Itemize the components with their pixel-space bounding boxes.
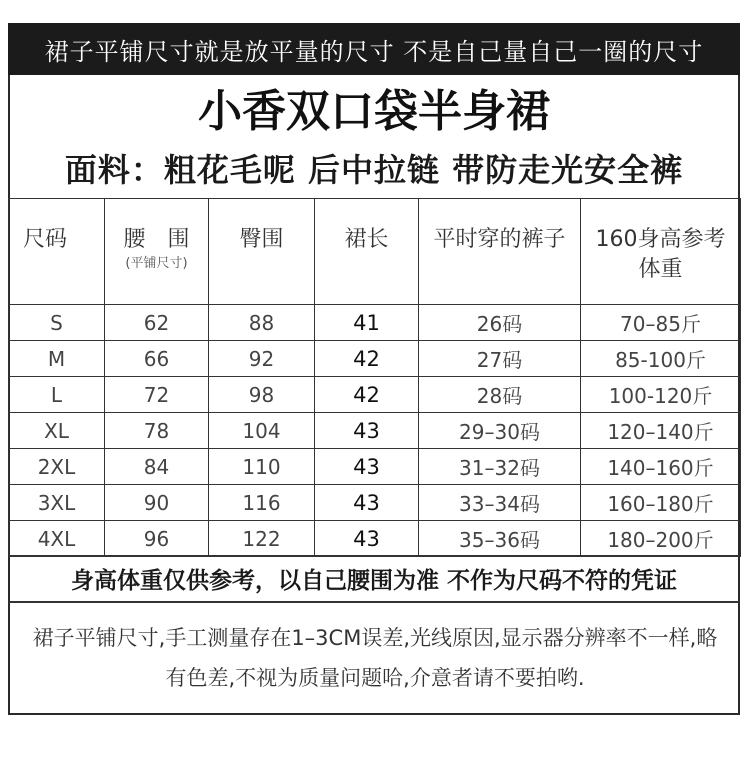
table-row: [9, 341, 741, 377]
cell-weight: 160–180斤: [581, 485, 741, 521]
cell-weight: 100-120斤: [581, 377, 741, 413]
cell-pants: 27码: [419, 341, 581, 377]
cell-weight: 70–85斤: [581, 305, 741, 341]
reference-note: 身高体重仅供参考，以自己腰围为准 不作为尺码不符的凭证: [8, 555, 740, 603]
header-pants: 平时穿的裤子: [419, 199, 581, 305]
header-waist: 腰 围 (平铺尺寸): [105, 199, 209, 305]
cell-hip: 92: [209, 341, 315, 377]
header-size: 尺码: [9, 199, 105, 305]
cell-hip: 122: [209, 521, 315, 557]
cell-size: S: [9, 305, 105, 341]
cell-waist: 78: [105, 413, 209, 449]
header-waist-note: (平铺尺寸): [125, 256, 188, 271]
cell-waist: 62: [105, 305, 209, 341]
cell-hip: 110: [209, 449, 315, 485]
cell-length: 43: [315, 485, 419, 521]
table-row: [9, 449, 741, 485]
cell-length: 43: [315, 521, 419, 557]
cell-length: 41: [315, 305, 419, 341]
measurement-disclaimer: 裙子平铺尺寸,手工测量存在1–3CM误差,光线原因,显示器分辨率不一样,略有色差,不视为质量问题哈,介意者请不要拍哟.: [32, 626, 718, 690]
table-row: [9, 305, 741, 341]
cell-size: 4XL: [9, 521, 105, 557]
header-weight: 160身高参考 体重: [581, 199, 741, 305]
cell-pants: 26码: [419, 305, 581, 341]
measurement-banner: 裙子平铺尺寸就是放平量的尺寸 不是自己量自己一圈的尺寸: [8, 23, 740, 75]
table-row: [9, 521, 741, 557]
cell-weight: 120–140斤: [581, 413, 741, 449]
cell-length: 43: [315, 449, 419, 485]
header-hip: 臀围: [209, 199, 315, 305]
cell-waist: 96: [105, 521, 209, 557]
cell-waist: 84: [105, 449, 209, 485]
cell-length: 43: [315, 413, 419, 449]
table-header-row: [9, 199, 741, 305]
cell-pants: 29–30码: [419, 413, 581, 449]
cell-weight: 180–200斤: [581, 521, 741, 557]
cell-weight: 140–160斤: [581, 449, 741, 485]
cell-size: 2XL: [9, 449, 105, 485]
cell-waist: 66: [105, 341, 209, 377]
cell-waist: 72: [105, 377, 209, 413]
cell-weight: 85-100斤: [581, 341, 741, 377]
cell-size: M: [9, 341, 105, 377]
cell-pants: 31–32码: [419, 449, 581, 485]
product-title: 小香双口袋半身裙: [198, 86, 550, 137]
cell-length: 42: [315, 341, 419, 377]
cell-hip: 98: [209, 377, 315, 413]
cell-pants: 35–36码: [419, 521, 581, 557]
cell-size: L: [9, 377, 105, 413]
cell-pants: 28码: [419, 377, 581, 413]
size-table: [8, 198, 741, 557]
cell-hip: 88: [209, 305, 315, 341]
header-length: 裙长: [315, 199, 419, 305]
cell-length: 42: [315, 377, 419, 413]
table-row: [9, 377, 741, 413]
cell-size: XL: [9, 413, 105, 449]
fabric-subtitle: 面料：粗花毛呢 后中拉链 带防走光安全裤: [64, 151, 684, 189]
cell-size: 3XL: [9, 485, 105, 521]
cell-hip: 116: [209, 485, 315, 521]
table-row: [9, 413, 741, 449]
cell-waist: 90: [105, 485, 209, 521]
table-row: [9, 485, 741, 521]
cell-pants: 33–34码: [419, 485, 581, 521]
cell-hip: 104: [209, 413, 315, 449]
